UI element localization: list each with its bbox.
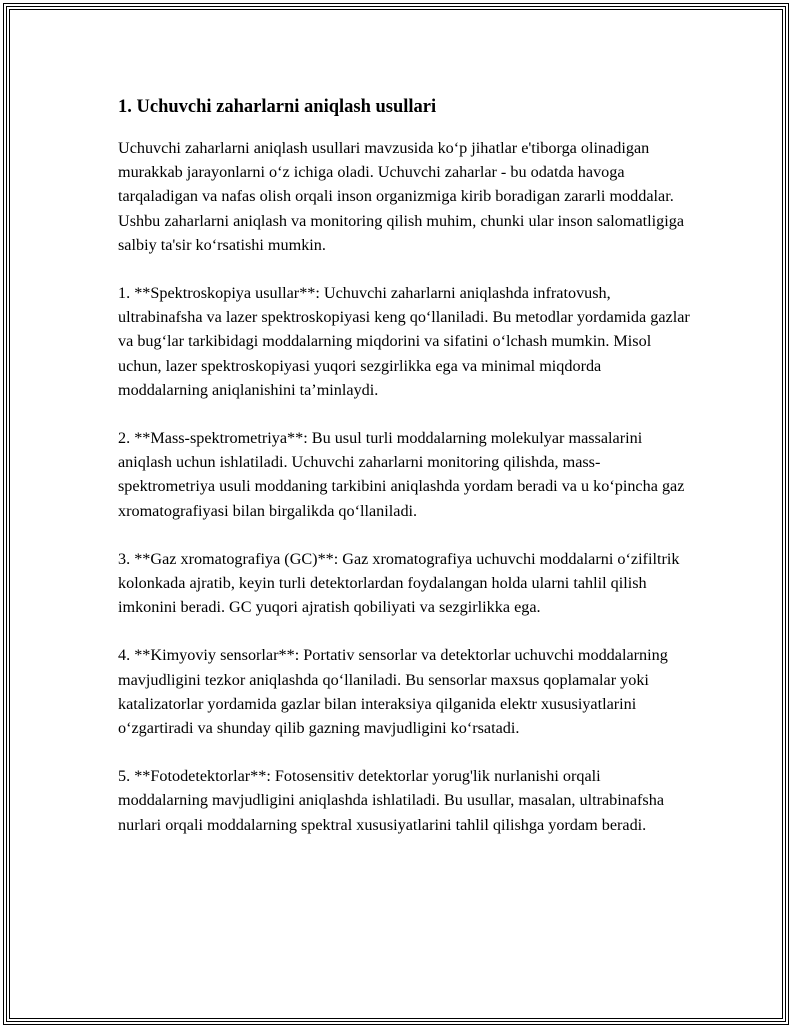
paragraph-gas-chromatography: 3. **Gaz xromatografiya (GC)**: Gaz xromatografiya uchuvchi moddalarni oʻzifiltrik kolonkada ajratib, keyin turli detektorlardan foydalangan holda ularni tahlil qilish imkonini beradi. GC yuqori ajratish qobiliyati va sezgirlikka ega.: [118, 549, 680, 617]
paragraph-chemical-sensors: 4. **Kimyoviy sensorlar**: Portativ sensorlar va detektorlar uchuvchi moddalarning mavjudligini tezkor aniqlashda qoʻllaniladi. Bu sensorlar maxsus qoplamalar yoki katalizatorlar yordamida gazlar bilan interaksiya qilganida elektr xususiyatlarini oʻzgartiradi va shunday qilib gazning mavjudligini koʻrsatadi.: [118, 646, 668, 738]
intro-paragraph: Uchuvchi zaharlarni aniqlash usullari mavzusida koʻp jihatlar e'tiborga olinadigan murakkab jarayonlarni oʻz ichiga oladi. Uchuvchi zaharlar - bu odatda havoga tarqaladigan va nafas olish orqali inson organizmiga kirib boradigan zararli moddalar. Ushbu zaharlarni aniqlash va monitoring qilish muhim, chunki ular inson salomatligiga salbiy ta'sir koʻrsatishi mumkin.: [118, 139, 685, 254]
section-title: 1. Uchuvchi zaharlarni aniqlash usullari: [118, 97, 437, 117]
paragraph-mass-spectrometry: 2. **Mass-spektrometriya**: Bu usul turli moddalarning molekulyar massalarini aniqlash uchun ishlatiladi. Uchuvchi zaharlarni monitoring qilishda, mass-spektrometriya usuli moddaning tarkibini aniqlashda yordam beradi va u koʻpincha gaz xromatografiyasi bilan birgalikda qoʻllaniladi.: [118, 429, 685, 520]
document-body: [118, 95, 693, 861]
paragraph-spectroscopy: 1. **Spektroskopiya usullar**: Uchuvchi zaharlarni aniqlashda infratovush, ultrabinafsha va lazer spektroskopiyasi keng qoʻllaniladi. Bu metodlar yordamida gazlar va bugʻlar tarkibidagi moddalarning miqdorini va sifatini oʻlchash mumkin. Misol uchun, lazer spektroskopiyasi yuqori sezgirlikka ega va minimal miqdorda moddalarning aniqlanishini taʼminlaydi.: [118, 284, 690, 399]
paragraph-photodetectors: 5. **Fotodetektorlar**: Fotosensitiv detektorlar yorug'lik nurlanishi orqali moddalarning mavjudligini aniqlashda ishlatiladi. Bu usullar, masalan, ultrabinafsha nurlari orqali moddalarning spektral xususiyatlarini tahlil qilishga yordam beradi.: [118, 767, 665, 834]
